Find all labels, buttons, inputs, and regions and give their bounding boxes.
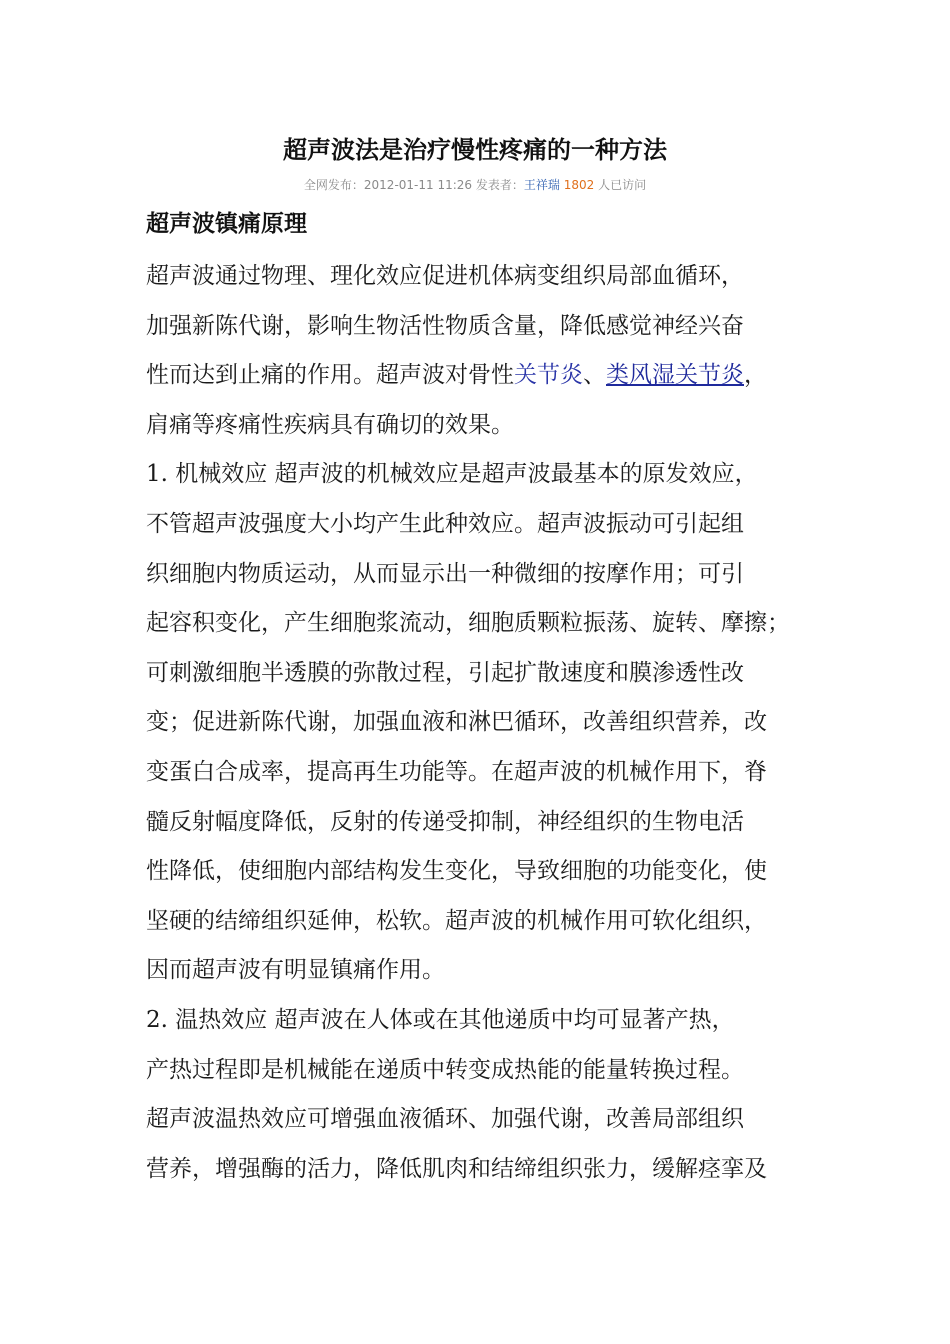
article-body [146, 252, 836, 1194]
intro-separator: 、 [583, 362, 606, 389]
article-title: 超声波法是治疗慢性疼痛的一种方法 [283, 136, 667, 164]
author-label: 发表者： [472, 178, 524, 192]
body-line: 坚硬的结缔组织延伸，松软。超声波的机械作用可软化组织， [146, 907, 767, 934]
intro-punct: ， [744, 362, 767, 389]
intro-line [146, 351, 836, 401]
body-line: 性降低，使细胞内部结构发生变化，导致细胞的功能变化，使 [146, 858, 767, 885]
article-meta [0, 176, 950, 194]
rheumatoid-arthritis-link[interactable]: 类风湿关节炎 [606, 362, 744, 389]
body-line: 因而超声波有明显镇痛作用。 [146, 957, 445, 984]
intro-text: 性而达到止痛的作用。超声波对骨性 [146, 362, 514, 389]
intro-line: 肩痛等疼痛性疾病具有确切的效果。 [146, 411, 514, 438]
body-line: 2. 温热效应 超声波在人体或在其他递质中均可显著产热， [146, 1006, 735, 1033]
publish-date: 2012-01-11 11:26 [363, 178, 473, 192]
intro-line: 超声波通过物理、理化效应促进机体病变组织局部血循环， [146, 263, 744, 289]
section-heading: 超声波镇痛原理 [146, 211, 307, 237]
body-line: 可刺激细胞半透膜的弥散过程，引起扩散速度和膜渗透性改 [146, 659, 744, 686]
body-line: 1. 机械效应 超声波的机械效应是超声波最基本的原发效应， [146, 461, 758, 488]
author-link[interactable]: 王祥瑞 [523, 178, 560, 192]
body-line: 超声波温热效应可增强血液循环、加强代谢，改善局部组织 [146, 1106, 744, 1133]
view-count-suffix: 人已访问 [594, 178, 647, 192]
body-line: 变蛋白合成率，提高再生功能等。在超声波的机械作用下，脊 [146, 758, 767, 785]
body-line: 营养，增强酶的活力，降低肌肉和结缔组织张力，缓解痉挛及 [146, 1155, 767, 1182]
body-line: 起容积变化，产生细胞浆流动，细胞质颗粒振荡、旋转、摩擦； [146, 610, 790, 637]
body-line: 不管超声波强度大小均产生此种效应。超声波振动可引起组 [146, 510, 744, 537]
view-count: 1802 [563, 178, 595, 192]
body-line: 产热过程即是机械能在递质中转变成热能的能量转换过程。 [146, 1056, 744, 1083]
body-line: 织细胞内物质运动，从而显示出一种微细的按摩作用；可引 [146, 560, 744, 587]
publish-label: 全网发布： [303, 178, 364, 192]
body-line: 髓反射幅度降低，反射的传递受抑制，神经组织的生物电活 [146, 808, 744, 835]
intro-line: 加强新陈代谢，影响生物活性物质含量，降低感觉神经兴奋 [146, 312, 744, 339]
arthritis-link[interactable]: 关节炎 [514, 362, 583, 389]
body-line: 变；促进新陈代谢，加强血液和淋巴循环，改善组织营养，改 [146, 709, 767, 736]
